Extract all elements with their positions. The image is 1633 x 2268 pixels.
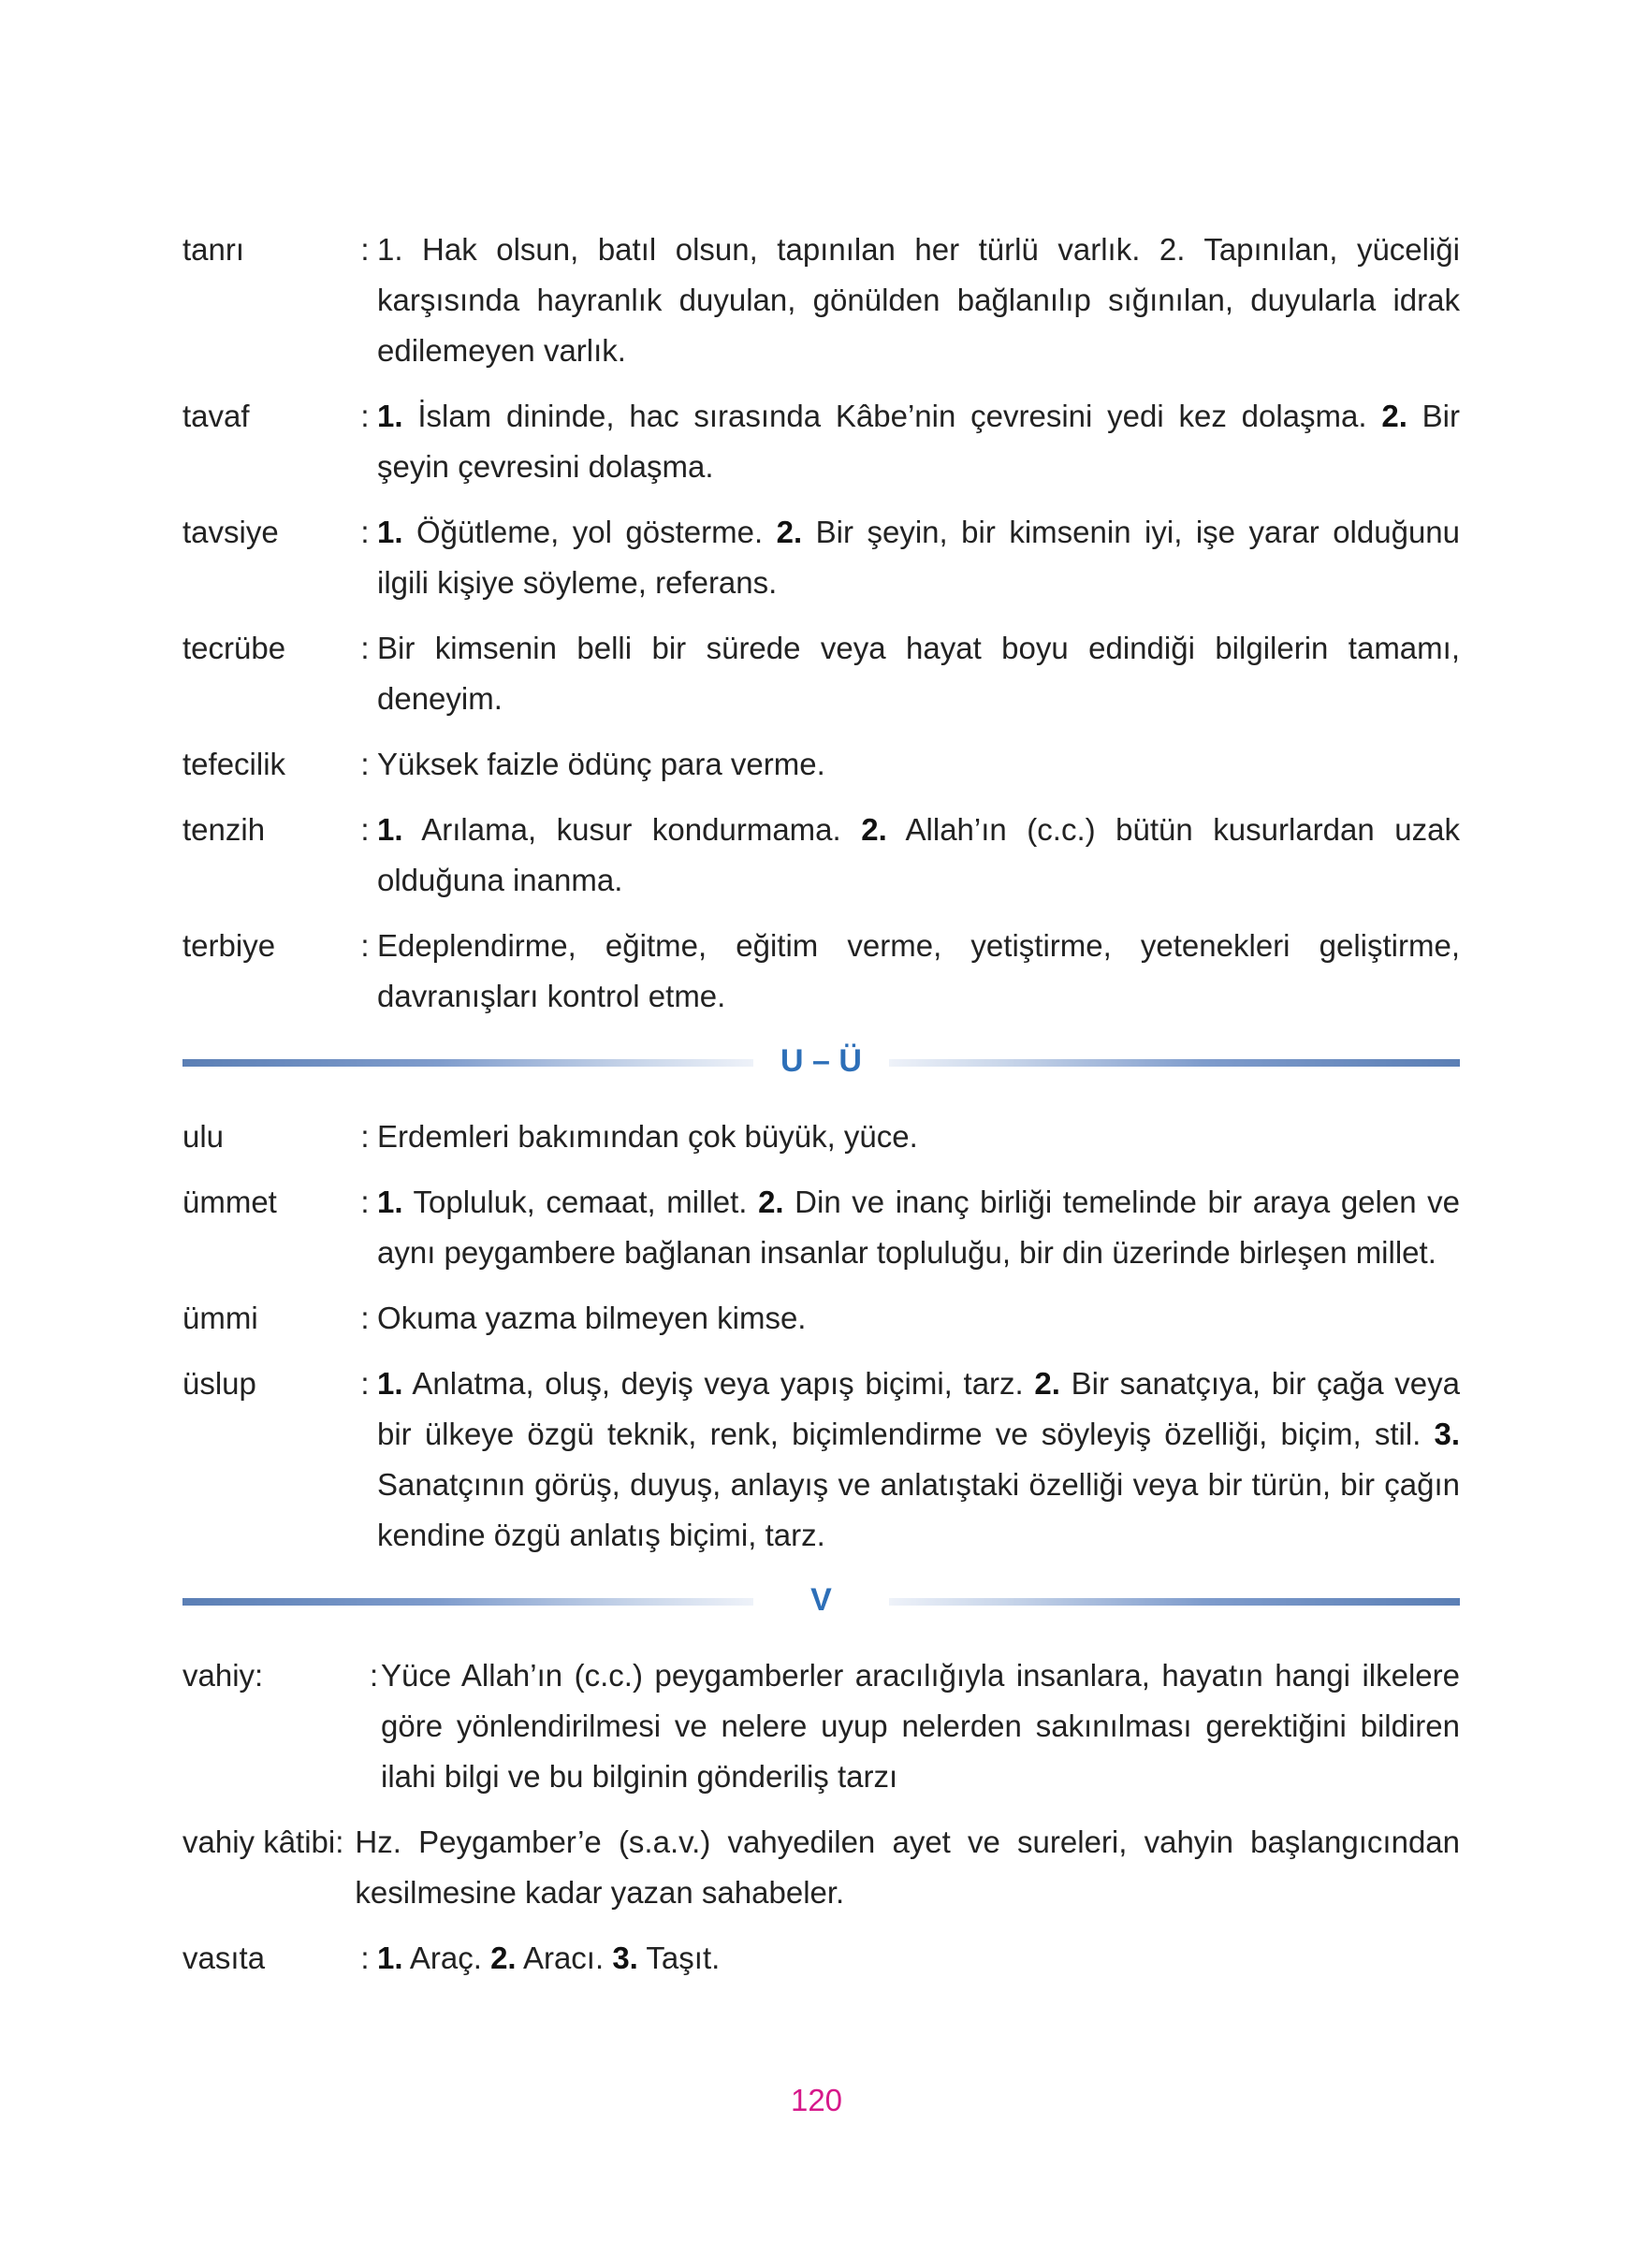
term-spacer	[343, 1817, 355, 1918]
glossary-definition	[377, 391, 1460, 492]
glossary-entry-tavaf	[182, 391, 1460, 492]
glossary-definition: Yüksek faizle ödünç para verme.	[377, 747, 825, 781]
glossary-term: tanrı	[182, 232, 245, 267]
glossary-definition: 1. Hak olsun, batıl olsun, tapınılan her türlü varlık. 2. Tapınılan, yüceliği karşısında hayranlık duyulan, gönülden bağlanılıp sığınılan, duyularla idrak edilemeyen varlık.	[377, 232, 1460, 368]
sense-number: 1.	[377, 812, 403, 847]
glossary-term: tecrübe	[182, 631, 286, 665]
glossary-term: üslup	[182, 1366, 256, 1401]
sense-number: 2.	[490, 1941, 517, 1975]
sense-text: Din ve inanç birliği temelinde bir araya gelen ve aynı peygambere bağlanan insanlar topluluğu, bir din üzerinde birleşen millet.	[377, 1185, 1460, 1270]
term-colon: :	[360, 1941, 370, 1975]
glossary-definition	[377, 1359, 1460, 1561]
sense-number: 2.	[1034, 1366, 1060, 1401]
glossary-term: ulu	[182, 1119, 225, 1154]
glossary-definition	[377, 1177, 1460, 1278]
glossary-term: terbiye	[182, 928, 276, 963]
glossary-definition: Yüce Allah’ın (c.c.) peygamberler aracılığıyla insanlara, hayatın hangi ilkelere göre yönlendirilmesi ve nelere uyup nelerden sakınılması gerektiğini bildiren ilahi bilgi ve bu bilginin gönderiliş tarzı	[381, 1658, 1460, 1794]
glossary-definition: Bir kimsenin belli bir sürede veya hayat boyu edindiği bilgilerin tamamı, deneyim.	[377, 631, 1460, 716]
term-colon: :	[370, 1658, 379, 1693]
glossary-entry-ulu	[182, 1112, 1460, 1162]
glossary-entry-vahiy-katibi	[182, 1817, 1460, 1918]
sense-text: Arılama, kusur kondurmama.	[402, 812, 862, 847]
sense-text: Sanatçının görüş, duyuş, anlayış ve anlatıştaki özelliği veya bir türün, bir çağın kendine özgü anlatış biçimi, tarz.	[377, 1467, 1460, 1552]
sense-number: 3.	[612, 1941, 638, 1975]
term-colon: :	[360, 1301, 370, 1335]
glossary-entry-vahiy	[182, 1650, 1460, 1802]
sense-number: 1.	[377, 1366, 403, 1401]
glossary-entry-terbiye	[182, 921, 1460, 1022]
glossary-term: tefecilik	[182, 747, 286, 781]
term-colon: :	[360, 515, 370, 549]
term-colon: :	[360, 1185, 370, 1219]
glossary-term: tavaf	[182, 399, 250, 433]
section-heading: U – Ü	[780, 1043, 862, 1079]
glossary-page	[182, 225, 1460, 1999]
sense-number: 1.	[377, 1941, 403, 1975]
glossary-term: vahiy kâtibi:	[182, 1825, 344, 1859]
glossary-definition	[377, 805, 1460, 906]
sense-number: 1.	[377, 1185, 403, 1219]
glossary-definition: Okuma yazma bilmeyen kimse.	[377, 1301, 807, 1335]
sense-number: 2.	[861, 812, 887, 847]
glossary-definition: Hz. Peygamber’e (s.a.v.) vahyedilen ayet ve sureleri, vahyin başlangıcından kesilmesine kadar yazan sahabeler.	[355, 1825, 1460, 1910]
section-divider-v	[182, 1583, 1460, 1621]
glossary-term: ümmi	[182, 1301, 258, 1335]
sense-number: 3.	[1434, 1417, 1460, 1451]
sense-text: İslam dininde, hac sırasında Kâbe’nin çevresini yedi kez dolaşma.	[402, 399, 1382, 433]
glossary-term: vasıta	[182, 1941, 266, 1975]
sense-number: 2.	[1381, 399, 1407, 433]
glossary-entry-tecrube	[182, 623, 1460, 724]
glossary-term: tenzih	[182, 812, 266, 847]
section-divider-u	[182, 1044, 1460, 1082]
glossary-entry-tanri	[182, 225, 1460, 376]
glossary-term: vahiy:	[182, 1658, 264, 1693]
sense-text: Aracı.	[516, 1941, 613, 1975]
glossary-entry-vasita	[182, 1933, 1460, 1984]
term-colon: :	[360, 399, 370, 433]
sense-number: 1.	[377, 515, 403, 549]
glossary-entry-tavsiye	[182, 507, 1460, 608]
term-colon: :	[360, 928, 370, 963]
sense-text: Araç.	[402, 1941, 491, 1975]
sense-text: Öğütleme, yol gösterme.	[402, 515, 777, 549]
section-heading: V	[810, 1582, 832, 1618]
glossary-entry-uslup	[182, 1359, 1460, 1561]
glossary-definition	[377, 1933, 1460, 1984]
sense-text: Bir şeyin, bir kimsenin iyi, işe yarar olduğunu ilgili kişiye söyleme, referans.	[377, 515, 1460, 600]
term-colon: :	[360, 812, 370, 847]
glossary-definition	[377, 507, 1460, 608]
term-colon: :	[360, 747, 370, 781]
sense-text: Taşıt.	[637, 1941, 721, 1975]
term-colon: :	[360, 1366, 370, 1401]
glossary-definition: Edeplendirme, eğitme, eğitim verme, yetiştirme, yetenekleri geliştirme, davranışları kontrol etme.	[377, 928, 1460, 1013]
sense-text: Bir şeyin çevresini dolaşma.	[377, 399, 1461, 484]
glossary-entry-tefecilik	[182, 739, 1460, 790]
sense-text: Bir sanatçıya, bir çağa veya bir ülkeye özgü teknik, renk, biçimlendirme ve söyleyiş özelliği, biçim, stil.	[377, 1366, 1461, 1451]
sense-number: 2.	[776, 515, 803, 549]
page-number: 120	[790, 2083, 843, 2117]
glossary-term: ümmet	[182, 1185, 277, 1219]
term-colon: :	[360, 1119, 370, 1154]
glossary-entry-ummet	[182, 1177, 1460, 1278]
sense-text: Anlatma, oluş, deyiş veya yapış biçimi, tarz.	[402, 1366, 1035, 1401]
glossary-entry-ummi	[182, 1293, 1460, 1344]
glossary-term: tavsiye	[182, 515, 279, 549]
sense-number: 1.	[377, 399, 403, 433]
glossary-definition: Erdemleri bakımından çok büyük, yüce.	[377, 1119, 918, 1154]
term-colon: :	[360, 631, 370, 665]
term-colon: :	[360, 232, 370, 267]
sense-text: Topluluk, cemaat, millet.	[402, 1185, 759, 1219]
sense-text: Allah’ın (c.c.) bütün kusurlardan uzak olduğuna inanma.	[377, 812, 1460, 897]
sense-number: 2.	[758, 1185, 784, 1219]
glossary-entry-tenzih	[182, 805, 1460, 906]
